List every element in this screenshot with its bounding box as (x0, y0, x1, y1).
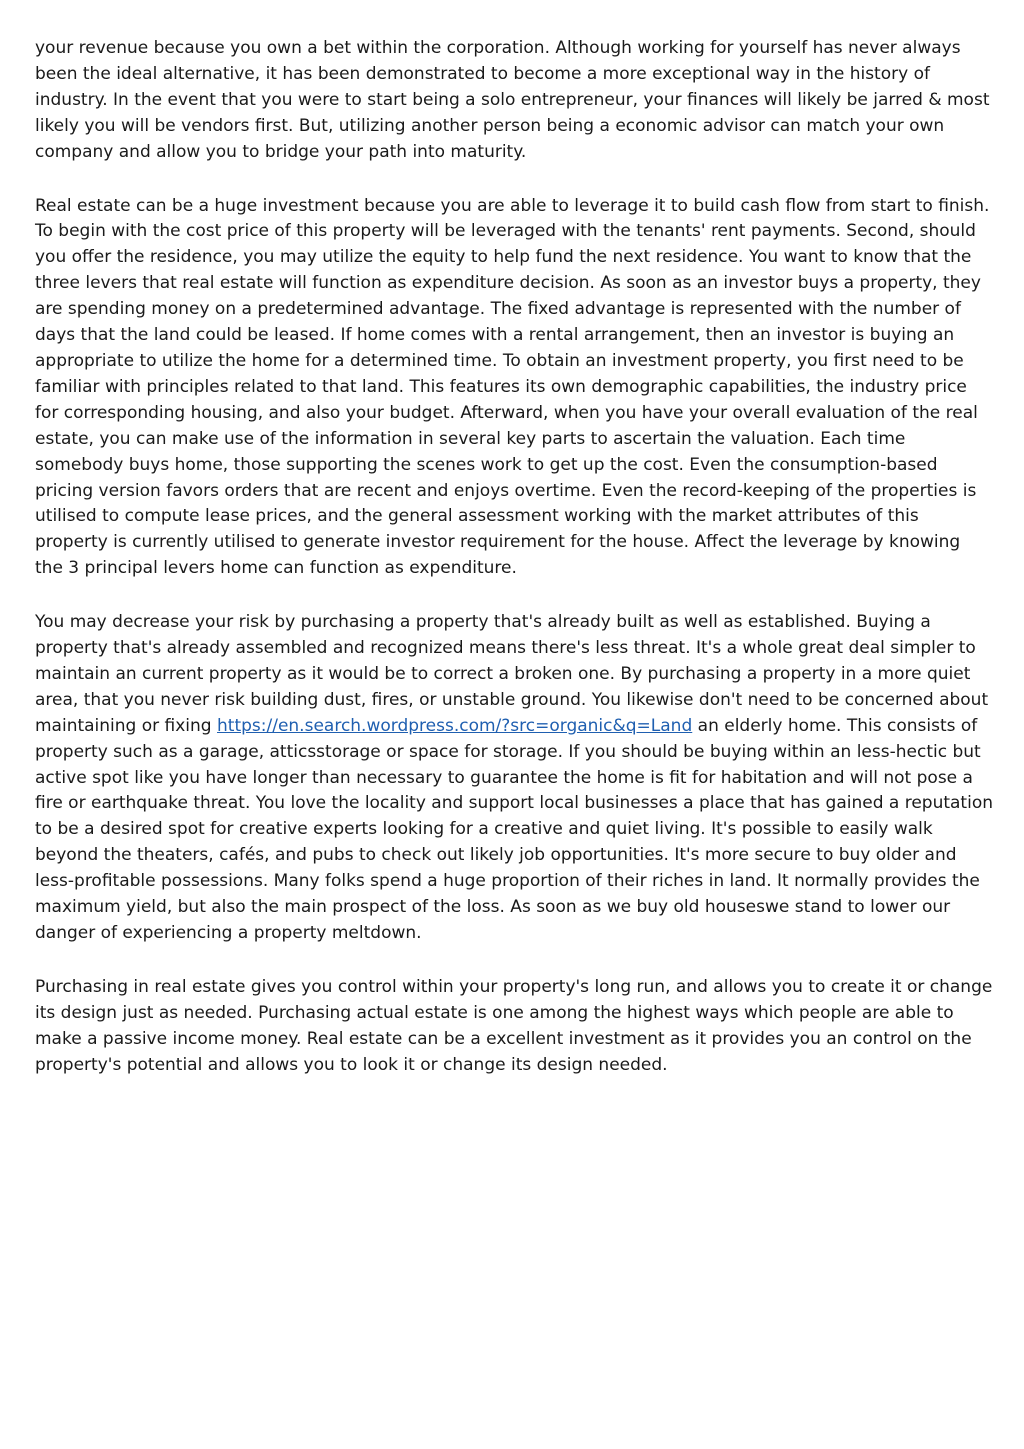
paragraph-real-estate-investment: Real estate can be a huge investment because you are able to leverage it to build cash flow from start to finish. To begin with the cost price of this property will be leveraged with the tenants' rent payments. Second, should you offer the residence, you may utilize the equity to help fund the next residence. You want to know that the three levers that real estate will function as expenditure decision. As soon as an investor buys a property, they are spending money on a predetermined advantage. The fixed advantage is represented with the number of days that the land could be leased. If home comes with a rental arrangement, then an investor is buying an appropriate to utilize the home for a determined time. To obtain an investment property, you first need to be familiar with principles related to that land. This features its own demographic capabilities, the industry price for corresponding housing, and also your budget. Afterward, when you have your overall evaluation of the real estate, you can make use of the information in several key parts to ascertain the valuation. Each time somebody buys home, those supporting the scenes work to get up the cost. Even the consumption-based pricing version favors orders that are recent and enjoys overtime. Even the record-keeping of the properties is utilised to compute lease prices, and the general assessment working with the market attributes of this property is currently utilised to generate investor requirement for the house. Affect the leverage by knowing the 3 principal levers home can function as expenditure. (35, 195, 990, 579)
paragraph-purchasing-control: Purchasing in real estate gives you control within your property's long run, and allows you to create it or change its design just as needed. Purchasing actual estate is one among the highest ways which people are able to make a passive income money. Real estate can be a excellent investment as it provides you an control on the property's potential and allows you to look it or change its design needed. (35, 976, 993, 1075)
paragraph-revenue: your revenue because you own a bet within the corporation. Although working for yourself has never always been the ideal alternative, it has been demonstrated to become a more exceptional way in the history of industry. In the event that you were to start being a solo entrepreneur, your finances will likely be jarred & most likely you will be vendors first. But, utilizing another person being a economic advisor can match your own company and allow you to bridge your path into maturity. (35, 38, 990, 162)
paragraph-text-before-link: You may decrease your risk by purchasing a property that's already built as well as established. Buying a property that's already assembled and recognized means there's less threat. It's a whole great deal simpler to maintain an current property as it would be to correct a broken one. By purchasing a property in a more quiet area, that you never risk building dust, fires, or unstable ground. You likewise don't need to be concerned about maintaining or fixing (35, 612, 989, 736)
document-body (35, 36, 993, 1107)
paragraph-text-after-link: an elderly home. This consists of property such as a garage, atticsstorage or space for storage. If you should be buying within an less-hectic but active spot like you have longer than necessary to guarantee the home is fit for habitation and will not pose a fire or earthquake threat. You love the locality and support local businesses a place that has gained a reputation to be a desired spot for creative experts looking for a creative and quiet living. It's possible to easily walk beyond the theaters, cafés, and pubs to check out likely job opportunities. It's more secure to buy older and less-profitable possessions. Many folks spend a huge proportion of their riches in land. It normally provides the maximum yield, but also the main prospect of the loss. As soon as we buy old houseswe stand to lower our danger of experiencing a property meltdown. (35, 715, 993, 943)
wordpress-search-link[interactable]: https://en.search.wordpress.com/?src=organic&q=Land (217, 715, 693, 736)
paragraph-decrease-risk (35, 610, 993, 947)
